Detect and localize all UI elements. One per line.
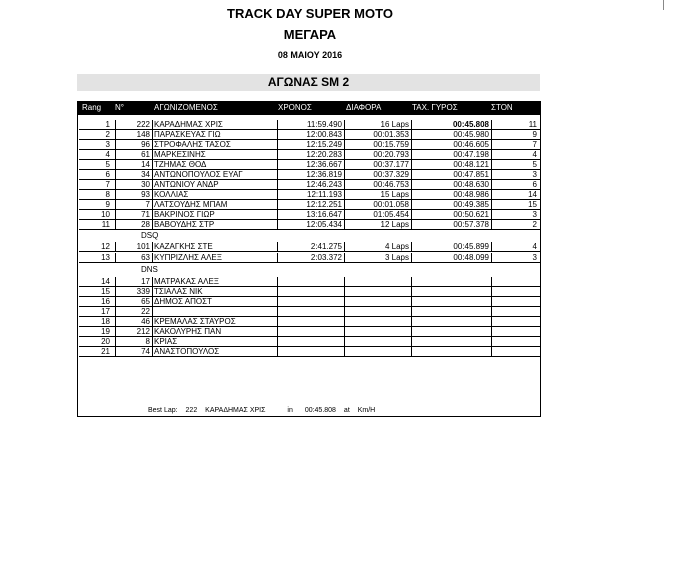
cell-lap: 4 [491,150,537,159]
cell-diff: 15 Laps [344,190,409,199]
cell-no: 63 [115,253,150,262]
cell-lap: 9 [491,130,537,139]
cell-name: ΑΝΤΩΝΟΠΟΥΛΟΣ ΕΥΑΓ [152,170,278,179]
cell-time: 12:11.193 [277,190,342,199]
event-title: TRACK DAY SUPER MOTO [227,6,393,21]
table-row [79,140,540,150]
cell-diff: 00:01.353 [344,130,409,139]
cell-no: 17 [115,277,150,286]
cell-diff [344,297,409,306]
cell-lap [491,307,537,316]
dns-section-label: DNS [141,265,158,274]
cell-time: 12:05.434 [277,220,342,229]
table-row [79,170,540,180]
cell-time: 12:12.251 [277,200,342,209]
cell-lap [491,277,537,286]
cell-diff [344,347,409,356]
cell-time [277,297,342,306]
cell-no: 30 [115,180,150,189]
best-lap-summary [148,407,381,414]
cell-diff: 01:05.454 [344,210,409,219]
cell-no: 22 [115,307,150,316]
cell-rank: 2 [105,130,110,139]
table-row [79,120,540,130]
cell-best: 00:48.986 [411,190,489,199]
col-rank: Rang [82,103,102,112]
cell-diff: 12 Laps [344,220,409,229]
cell-lap [491,317,537,326]
cell-best [411,277,489,286]
col-best-lap: ΤΑΧ. ΓΥΡΟΣ [412,103,458,112]
event-date: 08 ΜΑΙΟΥ 2016 [277,50,343,60]
cell-diff: 00:46.753 [344,180,409,189]
cell-lap: 2 [491,220,537,229]
cell-best: 00:50.621 [411,210,489,219]
col-time: ΧΡΟΝΟΣ [278,103,312,112]
cell-time [277,317,342,326]
cell-no: 71 [115,210,150,219]
cell-best [411,347,489,356]
cell-rank: 14 [101,277,110,286]
cell-best: 00:48.121 [411,160,489,169]
best-lap-at: at [343,407,350,414]
cell-no: 96 [115,140,150,149]
cell-rank: 3 [105,140,110,149]
cell-time [277,337,342,346]
cell-lap: 11 [491,120,537,129]
column-header-row [78,102,540,115]
cell-best: 00:45.899 [411,242,489,251]
cell-lap: 4 [491,242,537,251]
cell-time [277,347,342,356]
cell-time: 12:20.283 [277,150,342,159]
table-row [79,327,540,337]
cell-name: ΣΤΡΟΦΑΛΗΣ ΤΑΣΟΣ [152,140,278,149]
col-diff: ΔΙΑΦΟΡΑ [346,103,382,112]
table-row [79,200,540,210]
cell-diff [344,317,409,326]
cell-diff [344,277,409,286]
cell-no: 212 [115,327,150,336]
table-row [79,347,540,357]
cell-rank: 6 [105,170,110,179]
cell-rank: 9 [105,200,110,209]
race-name: ΑΓΩΝΑΣ SM 2 [77,74,540,91]
col-number: N° [115,103,124,112]
table-row [79,277,540,287]
col-rider: ΑΓΩΝΙΖΟΜΕΝΟΣ [154,103,218,112]
cell-diff [344,287,409,296]
cell-lap: 6 [491,180,537,189]
cell-time [277,307,342,316]
cell-rank: 20 [101,337,110,346]
cell-lap: 3 [491,170,537,179]
cell-no: 339 [115,287,150,296]
cell-name: ΤΣΙΑΛΑΣ ΝΙΚ [152,287,278,296]
table-row [79,210,540,220]
cell-time [277,287,342,296]
cell-name: ΤΖΗΜΑΣ ΘΟΔ [152,160,278,169]
cell-time: 12:36.667 [277,160,342,169]
page-edge-line [663,0,664,10]
cell-time: 2:41.275 [277,242,342,251]
cell-rank: 8 [105,190,110,199]
table-row [79,180,540,190]
cell-diff [344,307,409,316]
cell-best: 00:49.385 [411,200,489,209]
cell-lap: 15 [491,200,537,209]
cell-best [411,297,489,306]
cell-time: 12:00.843 [277,130,342,139]
cell-time: 11:59.490 [277,120,342,129]
cell-no: 65 [115,297,150,306]
table-row [79,190,540,200]
results-table [77,101,541,417]
venue: ΜΕΓΑΡΑ [283,27,337,42]
cell-diff: 00:15.759 [344,140,409,149]
cell-diff: 4 Laps [344,242,409,251]
table-row [79,297,540,307]
best-lap-rider: ΚΑΡΑΔΗΜΑΣ ΧΡΙΣ [205,407,266,414]
cell-rank: 18 [101,317,110,326]
cell-rank: 15 [101,287,110,296]
cell-best: 00:45.980 [411,130,489,139]
dsq-section-label: DSQ [141,231,159,240]
cell-diff [344,337,409,346]
cell-name: ΚΑΚΟΛΥΡΗΣ ΠΑΝ [152,327,278,336]
cell-no: 61 [115,150,150,159]
cell-no: 8 [115,337,150,346]
cell-best [411,337,489,346]
table-row [79,160,540,170]
cell-best: 00:46.605 [411,140,489,149]
best-lap-number: 222 [185,407,198,414]
cell-best: 00:47.851 [411,170,489,179]
best-lap-unit: Km/H [357,407,376,414]
cell-name: ΜΑΡΚΕΣΙΝΗΣ [152,150,278,159]
cell-best: 00:47.198 [411,150,489,159]
cell-name: ΑΝΤΩΝΙΟΥ ΑΝΔΡ [152,180,278,189]
cell-no: 74 [115,347,150,356]
cell-name: ΑΝΑΣΤΟΠΟΥΛΟΣ [152,347,278,356]
cell-best: 00:45.808 [411,120,489,129]
cell-no: 34 [115,170,150,179]
cell-rank: 21 [101,347,110,356]
cell-diff: 00:37.329 [344,170,409,179]
cell-lap [491,347,537,356]
cell-no: 7 [115,200,150,209]
cell-name: ΚΑΖΑΓΚΗΣ ΣΤΕ [152,242,278,251]
table-row [79,220,540,230]
cell-best: 00:48.099 [411,253,489,262]
cell-rank: 10 [101,210,110,219]
cell-no: 93 [115,190,150,199]
cell-lap [491,337,537,346]
cell-lap: 14 [491,190,537,199]
cell-name: ΚΑΡΑΔΗΜΑΣ ΧΡΙΣ [152,120,278,129]
best-lap-in: in [287,407,293,414]
cell-no: 222 [115,120,150,129]
cell-lap: 3 [491,253,537,262]
cell-no: 148 [115,130,150,139]
cell-name: ΚΡΙΑΣ [152,337,278,346]
cell-diff: 16 Laps [344,120,409,129]
cell-lap [491,327,537,336]
cell-no: 28 [115,220,150,229]
table-row [79,253,540,263]
cell-time [277,277,342,286]
cell-name [152,307,278,316]
cell-rank: 11 [101,220,110,229]
cell-name: ΜΑΤΡΑΚΑΣ ΑΛΕΞ [152,277,278,286]
cell-lap: 7 [491,140,537,149]
cell-lap: 3 [491,210,537,219]
cell-best [411,287,489,296]
table-row [79,130,540,140]
cell-rank: 12 [101,242,110,251]
table-row [79,337,540,347]
cell-time: 2:03.372 [277,253,342,262]
cell-rank: 7 [105,180,110,189]
cell-diff [344,327,409,336]
cell-time: 12:15.249 [277,140,342,149]
cell-name: ΠΑΡΑΣΚΕΥΑΣ ΓΙΩ [152,130,278,139]
cell-rank: 16 [101,297,110,306]
cell-no: 46 [115,317,150,326]
cell-name: ΔΗΜΟΣ ΑΠΟΣΤ [152,297,278,306]
cell-lap: 5 [491,160,537,169]
cell-time [277,327,342,336]
cell-time: 13:16.647 [277,210,342,219]
cell-best [411,317,489,326]
cell-rank: 5 [105,160,110,169]
table-row [79,150,540,160]
cell-name: ΚΡΕΜΑΛΑΣ ΣΤΑΥΡΟΣ [152,317,278,326]
cell-name: ΒΑΒΟΥΔΗΣ ΣΤΡ [152,220,278,229]
best-lap-label: Best Lap: [148,407,178,414]
table-row [79,287,540,297]
cell-diff: 3 Laps [344,253,409,262]
col-lap: ΣΤΟΝ [491,103,513,112]
cell-time: 12:36.819 [277,170,342,179]
cell-rank: 17 [101,307,110,316]
best-lap-time: 00:45.808 [304,407,336,414]
table-row [79,242,540,252]
cell-time: 12:46.243 [277,180,342,189]
cell-name: ΚΥΠΡΙΖΛΗΣ ΑΛΕΞ [152,253,278,262]
cell-rank: 13 [101,253,110,262]
cell-name: ΛΑΤΣΟΥΔΗΣ ΜΠΑΜ [152,200,278,209]
table-row [79,317,540,327]
cell-diff: 00:37.177 [344,160,409,169]
cell-no: 101 [115,242,150,251]
cell-lap [491,287,537,296]
cell-lap [491,297,537,306]
cell-rank: 1 [105,120,110,129]
cell-rank: 4 [105,150,110,159]
cell-best [411,327,489,336]
cell-no: 14 [115,160,150,169]
cell-best [411,307,489,316]
cell-name: ΒΑΚΡΙΝΟΣ ΓΙΩΡ [152,210,278,219]
cell-diff: 00:20.793 [344,150,409,159]
cell-diff: 00:01.058 [344,200,409,209]
cell-best: 00:48.630 [411,180,489,189]
cell-name: ΚΟΛΛΙΑΣ [152,190,278,199]
table-row [79,307,540,317]
cell-rank: 19 [101,327,110,336]
cell-best: 00:57.378 [411,220,489,229]
